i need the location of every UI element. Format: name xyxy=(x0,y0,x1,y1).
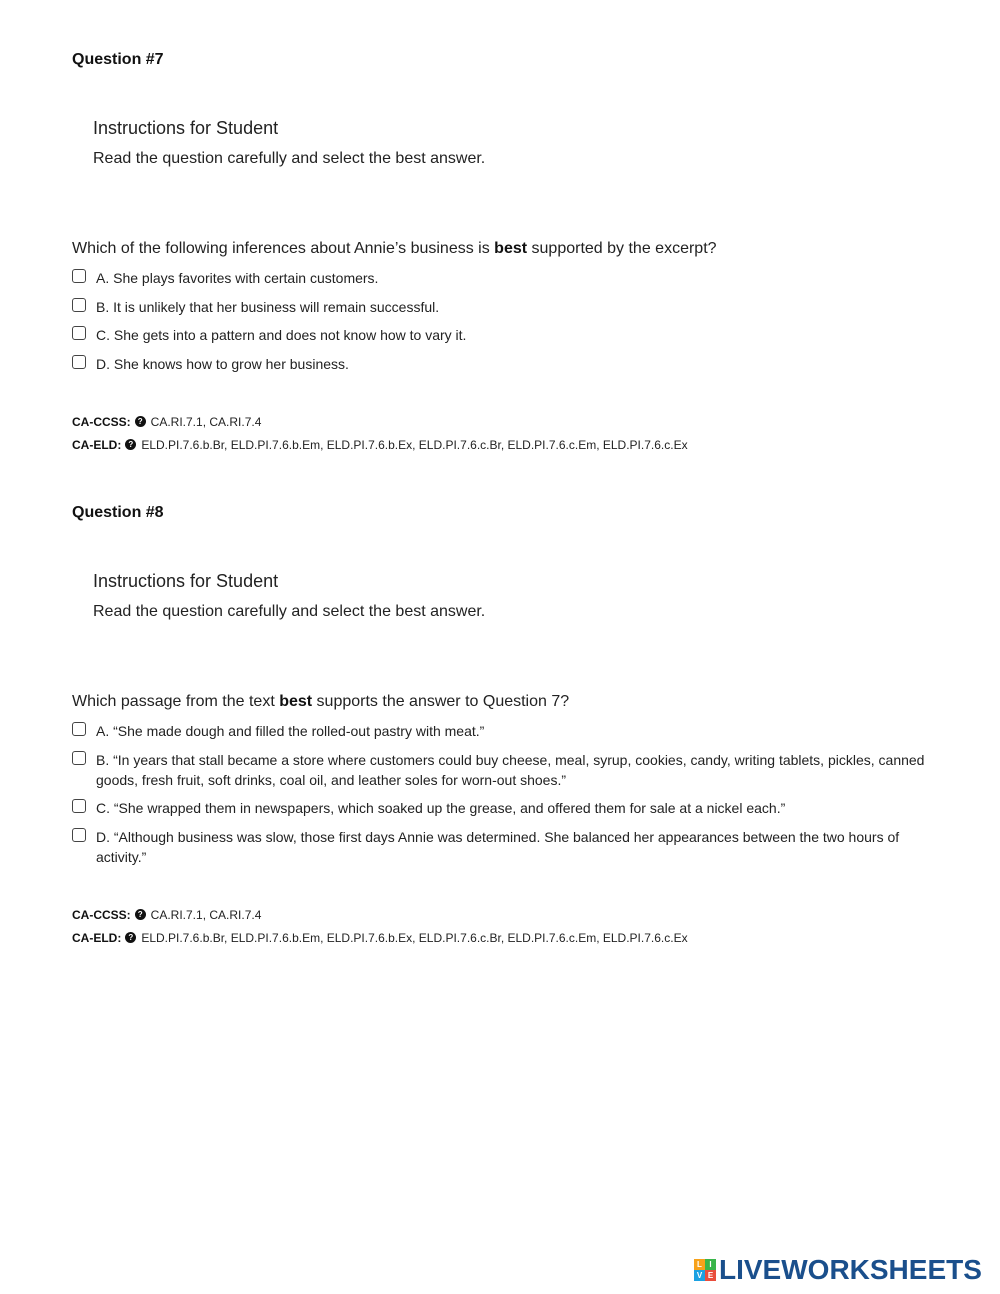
eld-value: ELD.PI.7.6.b.Br, ELD.PI.7.6.b.Em, ELD.PI.7.6.b.Ex, ELD.PI.7.6.c.Br, ELD.PI.7.6.c.Em, ELD.PI.7.6.c.Ex xyxy=(141,437,688,452)
eld-label: CA-ELD: xyxy=(72,930,122,945)
student-instructions xyxy=(93,569,932,623)
stem-emphasis: best xyxy=(279,693,313,710)
logo-mark-icon xyxy=(694,1259,716,1281)
option-label: B. “In years that stall became a store where customers could buy cheese, meal, syrup, cookies, candy, writing tablets, pickles, canned goods, fresh fruit, soft drinks, coal oil, and leather soles for worn-out shoes.” xyxy=(96,751,925,788)
answer-option[interactable] xyxy=(72,297,932,317)
ccss-label: CA-CCSS: xyxy=(72,907,131,922)
checkbox-icon[interactable] xyxy=(72,751,86,765)
checkbox-icon[interactable] xyxy=(72,799,86,813)
instructions-body: Read the question carefully and select the best answer. xyxy=(93,150,486,167)
logo-mark-letter: V xyxy=(694,1270,705,1281)
answer-option[interactable] xyxy=(72,325,932,345)
ccss-value: CA.RI.7.1, CA.RI.7.4 xyxy=(150,907,262,922)
logo-mark-letter: L xyxy=(694,1259,705,1270)
option-label: A. “She made dough and filled the rolled-out pastry with meat.” xyxy=(96,723,485,739)
ccss-label: CA-CCSS: xyxy=(72,414,131,429)
checkbox-icon[interactable] xyxy=(72,269,86,283)
answer-option[interactable] xyxy=(72,750,932,790)
stem-emphasis: best xyxy=(494,240,528,257)
question-stem xyxy=(72,691,932,713)
option-label: B. It is unlikely that her business will remain successful. xyxy=(96,298,440,315)
student-instructions xyxy=(93,116,932,170)
stem-text: supports the answer to Question 7? xyxy=(312,693,570,710)
eld-value: ELD.PI.7.6.b.Br, ELD.PI.7.6.b.Em, ELD.PI.7.6.b.Ex, ELD.PI.7.6.c.Br, ELD.PI.7.6.c.Em, ELD.PI.7.6.c.Ex xyxy=(141,930,688,945)
standards xyxy=(72,414,932,453)
instructions-title: Instructions for Student xyxy=(93,118,279,138)
help-icon[interactable]: ? xyxy=(135,909,146,920)
logo-mark-letter: I xyxy=(705,1259,716,1270)
checkbox-icon[interactable] xyxy=(72,298,86,312)
option-label: D. She knows how to grow her business. xyxy=(96,355,349,372)
eld-standards xyxy=(72,437,932,453)
stem-text: Which passage from the text xyxy=(72,693,280,710)
checkbox-icon[interactable] xyxy=(72,722,86,736)
answer-option[interactable] xyxy=(72,721,932,741)
help-icon[interactable]: ? xyxy=(125,439,136,450)
answer-option[interactable] xyxy=(72,354,932,374)
eld-label: CA-ELD: xyxy=(72,437,122,452)
instructions-body: Read the question carefully and select the best answer. xyxy=(93,603,486,620)
question-7 xyxy=(72,50,932,460)
help-icon[interactable]: ? xyxy=(125,932,136,943)
checkbox-icon[interactable] xyxy=(72,828,86,842)
question-stem xyxy=(72,238,932,260)
answer-option[interactable] xyxy=(72,268,932,288)
answer-options xyxy=(72,721,932,867)
answer-option[interactable] xyxy=(72,798,932,818)
question-title: Question #8 xyxy=(72,504,164,521)
liveworksheets-logo[interactable] xyxy=(694,1254,982,1286)
help-icon[interactable]: ? xyxy=(135,416,146,427)
option-label: A. She plays favorites with certain customers. xyxy=(96,270,379,286)
eld-standards xyxy=(72,930,932,946)
question-8 xyxy=(72,503,932,953)
instructions-title: Instructions for Student xyxy=(93,571,279,591)
logo-text: LIVEWORKSHEETS xyxy=(719,1254,982,1285)
question-title: Question #7 xyxy=(72,51,164,68)
ccss-value: CA.RI.7.1, CA.RI.7.4 xyxy=(150,414,262,429)
standards xyxy=(72,907,932,946)
option-label: C. “She wrapped them in newspapers, which soaked up the grease, and offered them for sale at a nickel each.” xyxy=(96,800,786,817)
option-label: D. “Although business was slow, those first days Annie was determined. She balanced her appearances between the two hours of activity.” xyxy=(96,828,900,865)
ccss-standards xyxy=(72,414,932,430)
logo-mark-letter: E xyxy=(705,1270,716,1281)
answer-options xyxy=(72,268,932,374)
ccss-standards xyxy=(72,907,932,923)
option-label: C. She gets into a pattern and does not know how to vary it. xyxy=(96,327,467,344)
stem-text: Which of the following inferences about Annie’s business is xyxy=(72,240,495,257)
stem-text: supported by the excerpt? xyxy=(527,240,717,257)
answer-option[interactable] xyxy=(72,827,932,867)
checkbox-icon[interactable] xyxy=(72,355,86,369)
checkbox-icon[interactable] xyxy=(72,326,86,340)
